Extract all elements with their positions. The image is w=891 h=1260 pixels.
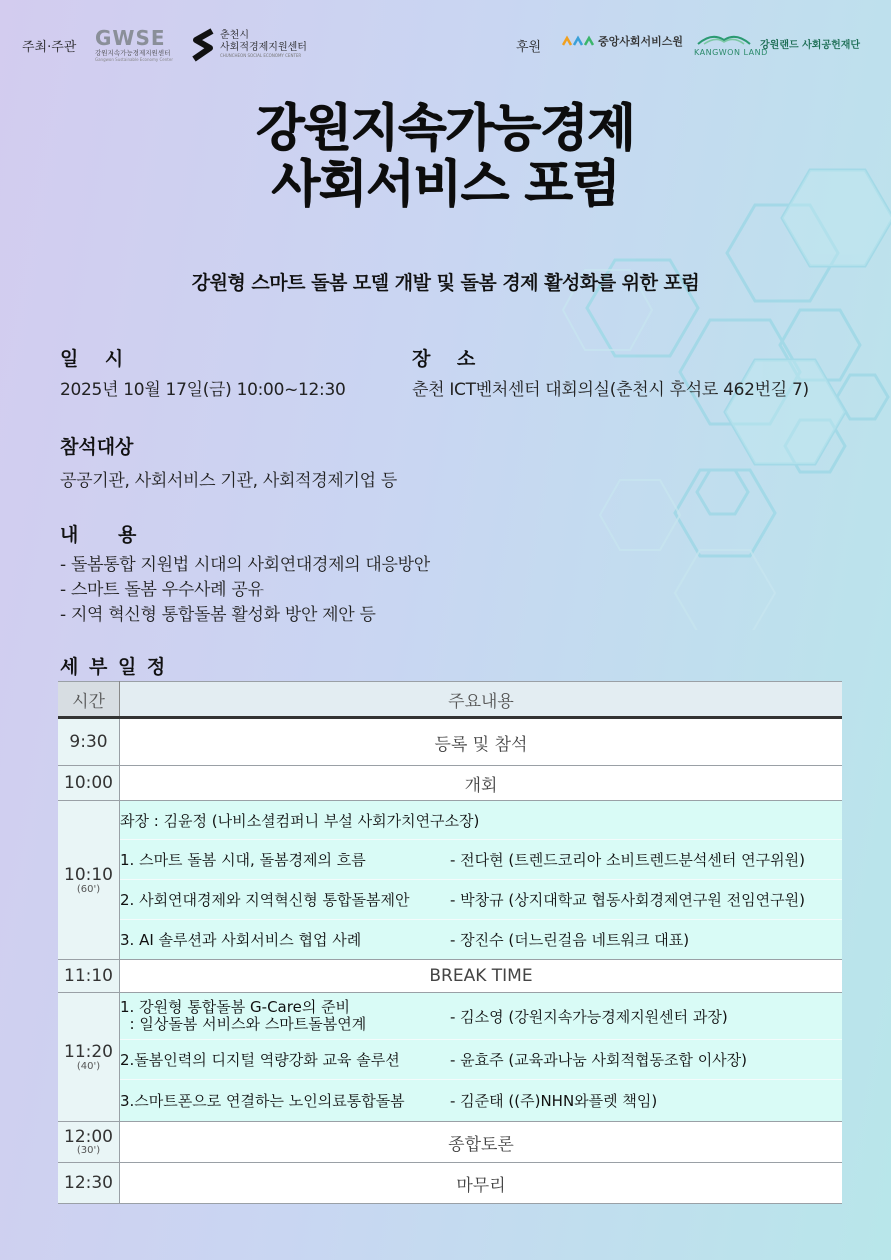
topic-cell: 3.스마트폰으로 연결하는 노인의료통합돌봄 [120,1080,451,1122]
table-row [58,840,842,880]
central-logo-mark-icon [562,35,594,47]
datetime-value: 2025년 10월 17일(금) 10:00~12:30 [60,380,346,400]
audience-value: 공공기관, 사회서비스 기관, 사회적경제기업 등 [60,471,397,491]
time-cell: 11:10 [58,960,120,993]
chuncheon-logo-line2: 사회적경제지원센터 [220,42,307,53]
time-cell: 9:30 [58,718,120,766]
time-cell: 12:30 [58,1163,120,1204]
schedule-table [58,681,842,1204]
audience-label: 참석대상 [60,436,134,458]
table-row [58,801,842,840]
chuncheon-center-logo [190,28,320,64]
kangwon-land-mountain-icon [694,30,754,46]
host-label: 주최·주관 [22,40,77,55]
content-cell: BREAK TIME [120,960,843,993]
speaker-cell: - 윤효주 (교육과나눔 사회적협동조합 이사장) [450,1040,842,1080]
topic-line: : 일상돌봄 서비스와 스마트돌봄연계 [120,1015,367,1033]
title-line-1: 강원지속가능경제 [256,99,635,157]
subtitle: 강원형 스마트 돌봄 모델 개발 및 돌봄 경제 활성화를 위한 포럼 [191,272,700,294]
table-row [58,1080,842,1122]
kangwon-foundation-logo: 강원랜드 사회공헌재단 [760,40,861,51]
col-content-header: 주요내용 [120,682,843,718]
place-value: 춘천 ICT벤처센터 대회의실(춘천시 후석로 462번길 7) [412,380,809,400]
topic-cell: 2.돌봄인력의 디지털 역량강화 교육 솔루션 [120,1040,451,1080]
content-cell: 등록 및 참석 [120,718,843,766]
topic-cell: 2. 사회연대경제와 지역혁신형 통합돌봄제안 [120,880,451,920]
chair-cell: 좌장 : 김윤정 (나비소셜컴퍼니 부설 사회가치연구소장) [120,801,843,840]
time-cell [58,1122,120,1163]
table-row [58,1163,842,1204]
duration: (60') [76,884,101,895]
content-item: - 돌봄통합 지원법 시대의 사회연대경제의 대응방안 [60,555,430,575]
topic-cell: 3. AI 솔루션과 사회서비스 협업 사례 [120,920,451,960]
central-social-service-logo [562,33,683,49]
speaker-cell: - 전다현 (트렌드코리아 소비트렌드분석센터 연구위원) [450,840,842,880]
title-line-2: 사회서비스 포럼 [271,155,620,213]
table-row [58,880,842,920]
topic-line: 1. 강원형 통합돌봄 G-Care의 준비 [120,998,351,1016]
chuncheon-logo-en: CHUNCHEON SOCIAL ECONOMY CENTER [220,53,302,58]
content-label: 내 용 [60,524,137,546]
time-cell: 10:00 [58,766,120,801]
gwse-logo-mark: GWSE [95,26,166,50]
table-row [58,920,842,960]
content-cell: 마무리 [120,1163,843,1204]
speaker-cell: - 장진수 (더느린걸음 네트워크 대표) [450,920,842,960]
table-header-row [58,682,842,718]
main-title [0,100,891,212]
topic-cell [120,993,451,1040]
gwse-logo [95,28,185,64]
chuncheon-logo-line1: 춘천시 [220,30,249,41]
gwse-logo-name-en: Gangwon Sustainable Economy Center [95,57,173,62]
time-value: 11:20 [64,1042,113,1062]
table-row [58,960,842,993]
gwse-logo-name: 강원지속가능경제지원센터 [95,49,171,57]
place-label: 장 소 [412,348,476,370]
time-cell [58,993,120,1122]
duration: (40') [76,1061,101,1072]
kangwon-land-text: KANGWON LAND [694,48,768,57]
table-row [58,993,842,1040]
sponsor-label: 후원 [516,40,542,55]
schedule-title: 세 부 일 정 [60,656,168,678]
time-value: 10:10 [64,865,113,885]
kangwon-land-logo [694,30,768,57]
table-row [58,718,842,766]
content-item: - 스마트 돌봄 우수사례 공유 [60,580,264,600]
datetime-label: 일 시 [60,348,124,370]
content-list [60,553,430,628]
central-logo-text: 중앙사회서비스원 [598,35,684,48]
speaker-cell: - 박창규 (상지대학교 협동사회경제연구원 전임연구원) [450,880,842,920]
time-value: 12:00 [64,1127,113,1147]
speaker-cell: - 김소영 (강원지속가능경제지원센터 과장) [450,993,842,1040]
content-cell: 개회 [120,766,843,801]
col-time-header: 시간 [58,682,120,718]
table-row [58,1122,842,1163]
content-item: - 지역 혁신형 통합돌봄 활성화 방안 제안 등 [60,605,376,625]
table-row [58,1040,842,1080]
topic-cell: 1. 스마트 돌봄 시대, 돌봄경제의 흐름 [120,840,451,880]
duration: (30') [76,1145,101,1156]
time-cell [58,801,120,960]
content-cell: 종합토론 [120,1122,843,1163]
speaker-cell: - 김준태 ((주)NHN와플렛 책임) [450,1080,842,1122]
table-row [58,766,842,801]
chuncheon-s-icon [190,28,216,62]
